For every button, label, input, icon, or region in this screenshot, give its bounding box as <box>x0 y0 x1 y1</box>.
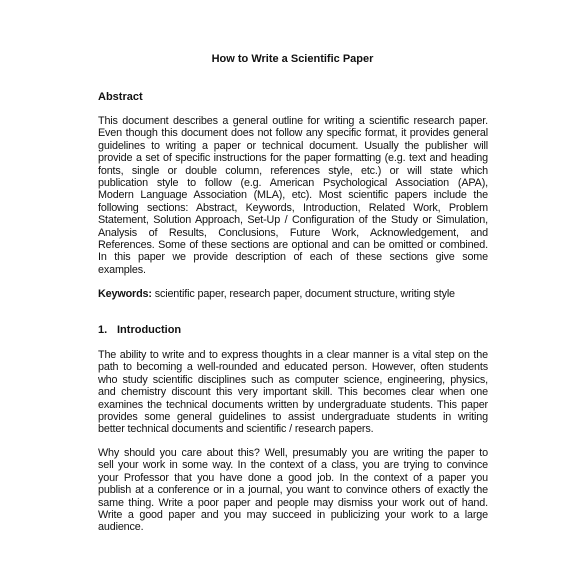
introduction-paragraph-2 <box>98 447 488 534</box>
abstract-line: Even though this document does not follow any specific format, it provides general <box>98 127 488 140</box>
abstract-line: publication style to follow (e.g. American Psychological Association (APA), <box>98 177 488 190</box>
abstract-line: examples. <box>98 263 146 276</box>
abstract-line: following sections: Abstract, Keywords, Introduction, Related Work, Problem <box>98 201 488 214</box>
intro-line: who study scientific disciplines such as computer science, engineering, physics, <box>98 373 488 386</box>
abstract-line: guidelines to writing a paper or technical document. Usually the publisher will <box>98 139 488 152</box>
intro-line: and chemistry discount this very important skill. This becomes clear when one <box>98 386 488 399</box>
intro-line: publish at a conference or in a journal, you want to convince others of exactly the <box>98 484 488 497</box>
abstract-line: fonts, single or double column, references style, etc.) or will state which <box>98 164 488 177</box>
section-number: 1. <box>98 324 108 336</box>
abstract-heading: Abstract <box>98 91 143 103</box>
intro-line: sell your work in some way. In the context of a class, you are trying to convince <box>98 459 488 472</box>
keywords-label: Keywords: <box>98 288 152 300</box>
introduction-paragraph-1 <box>98 349 488 436</box>
keywords-line <box>98 288 455 301</box>
intro-line: Why should you care about this? Well, presumably you are writing the paper to <box>98 447 488 459</box>
keywords-text: scientific paper, research paper, document structure, writing style <box>151 288 455 300</box>
abstract-line: References. Some of these sections are optional and can be omitted or combined. <box>98 239 488 252</box>
abstract-line: Statement, Solution Approach, Set-Up / Configuration of the Study or Simulation, <box>98 214 488 227</box>
intro-line: examines the technical documents written by undergraduate students. This paper <box>98 398 488 411</box>
intro-line: better technical documents and scientific / research papers. <box>98 423 374 436</box>
abstract-line: provide a set of specific instructions for the paper formatting (e.g. text and heading <box>98 152 488 165</box>
section-title: Introduction <box>117 324 182 336</box>
introduction-heading <box>98 323 181 337</box>
intro-line: Write a good paper and you may succeed in publicizing your work to a large <box>98 509 488 522</box>
intro-line: path to becoming a well-rounded and educated person. However, often students <box>98 361 488 374</box>
intro-line: your Professor that you have done a good job. In the context of a paper you <box>98 471 488 484</box>
abstract-line: In this paper we provide description of each of these sections give some <box>98 251 488 264</box>
intro-line: The ability to write and to express thoughts in a clear manner is a vital step on the <box>98 349 488 361</box>
intro-line: same thing. Write a poor paper and people may dismiss your work out of hand. <box>98 496 488 509</box>
abstract-line: Analysis of Results, Conclusions, Future Work, Acknowledgement, and <box>98 226 488 239</box>
paper-title: How to Write a Scientific Paper <box>211 53 374 65</box>
intro-line: provides some general guidelines to assist undergraduate students in writing <box>98 411 488 424</box>
intro-line: audience. <box>98 521 144 534</box>
abstract-line: Modern Language Association (MLA), etc). Most scientific papers include the <box>98 189 488 202</box>
abstract-line: This document describes a general outline for writing a scientific research paper. <box>98 115 488 127</box>
abstract-paragraph <box>98 115 488 276</box>
